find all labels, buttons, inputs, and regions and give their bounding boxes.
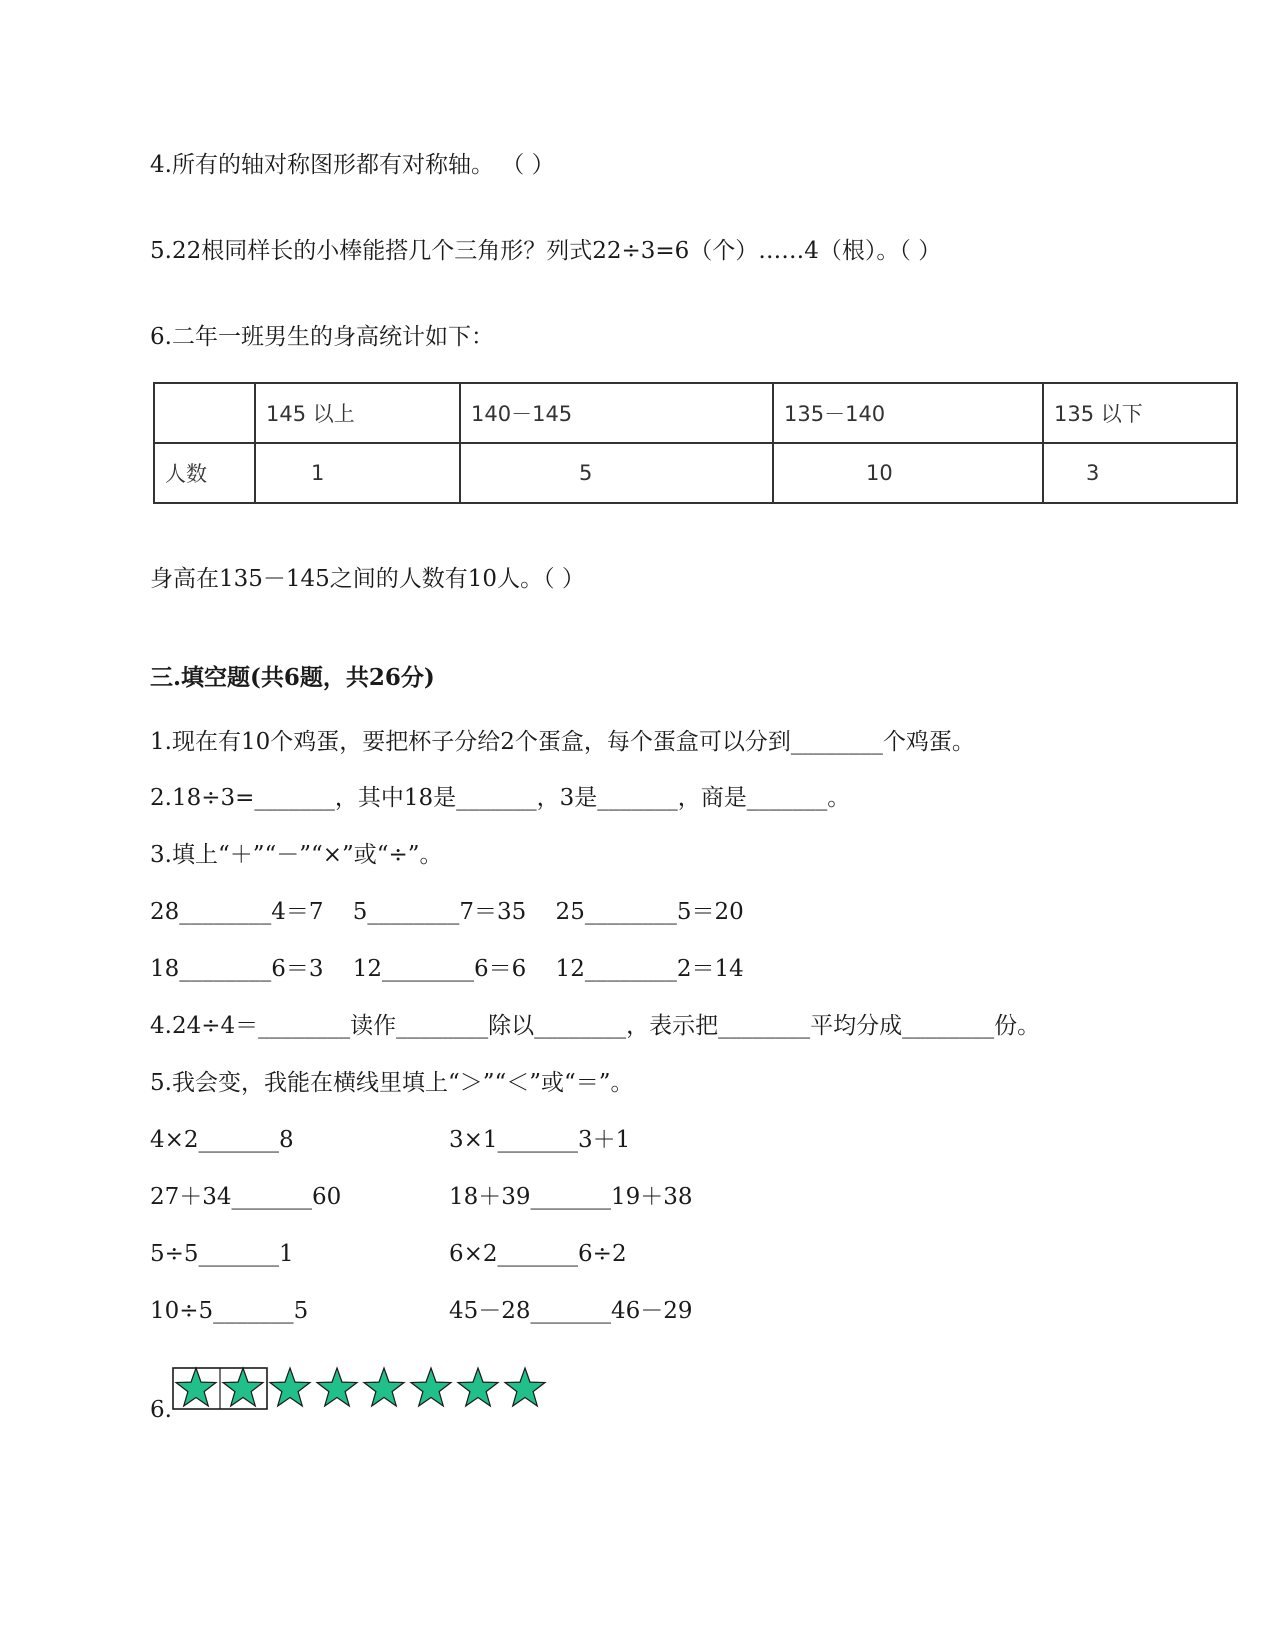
table-cell: 135－140: [773, 383, 1043, 443]
star-icon: [176, 1368, 216, 1406]
star-icon: [317, 1368, 357, 1406]
star-icon: [223, 1368, 263, 1406]
star-icon: [505, 1368, 545, 1406]
table-cell: [154, 383, 255, 443]
star-icon: [364, 1368, 404, 1406]
compare-item: 5÷5_______1: [150, 1241, 294, 1267]
table-row: [154, 443, 1237, 503]
section-heading: 三.填空题(共6题，共26分): [150, 664, 435, 691]
compare-item: 18＋39_______19＋38: [449, 1184, 693, 1210]
fill-question-4: 4.24÷4＝________读作________除以________，表示把________平均分成________份。: [150, 1013, 1041, 1039]
fill-question-3-row: 28________4＝7 5________7＝35 25________5＝20: [150, 899, 744, 925]
table-cell: 3: [1043, 443, 1237, 503]
compare-item: 3×1_______3＋1: [449, 1127, 631, 1153]
fill-question-3-row: 18________6＝3 12________6＝6 12________2＝14: [150, 956, 744, 982]
star-figure: [172, 1366, 552, 1412]
fill-question-2: 2.18÷3=_______，其中18是_______，3是_______，商是_______。: [150, 785, 851, 811]
compare-item: 6×2_______6÷2: [449, 1241, 627, 1267]
tf-question-5: 5.22根同样长的小棒能搭几个三角形？列式22÷3=6（个）……4（根）。（ ）: [150, 238, 942, 264]
compare-item: 4×2_______8: [150, 1127, 294, 1153]
star-icon: [270, 1368, 310, 1406]
table-cell: 5: [460, 443, 773, 503]
star-icon: [458, 1368, 498, 1406]
table-row: [154, 383, 1237, 443]
table-cell: 140－145: [460, 383, 773, 443]
fill-question-5: 5.我会变，我能在横线里填上“＞”“＜”或“＝”。: [150, 1070, 634, 1096]
table-cell: 10: [773, 443, 1043, 503]
table-cell: 145 以上: [255, 383, 460, 443]
compare-item: 10÷5_______5: [150, 1298, 309, 1324]
tf-question-6-statement: 身高在135－145之间的人数有10人。（ ）: [150, 566, 585, 592]
fill-question-1: 1.现在有10个鸡蛋，要把杯子分给2个蛋盒，每个蛋盒可以分到________个鸡蛋。: [150, 729, 975, 755]
tf-question-6-intro: 6.二年一班男生的身高统计如下：: [150, 324, 494, 350]
compare-item: 45－28_______46－29: [449, 1298, 693, 1324]
table-cell: 人数: [154, 443, 255, 503]
fill-question-6-number: 6.: [150, 1397, 172, 1423]
star-icon: [411, 1368, 451, 1406]
table-cell: 1: [255, 443, 460, 503]
height-statistics-table: [153, 382, 1238, 504]
fill-question-3: 3.填上“＋”“－”“×”或“÷”。: [150, 842, 443, 868]
compare-item: 27＋34_______60: [150, 1184, 342, 1210]
tf-question-4: 4.所有的轴对称图形都有对称轴。 （ ）: [150, 152, 555, 178]
table-cell: 135 以下: [1043, 383, 1237, 443]
